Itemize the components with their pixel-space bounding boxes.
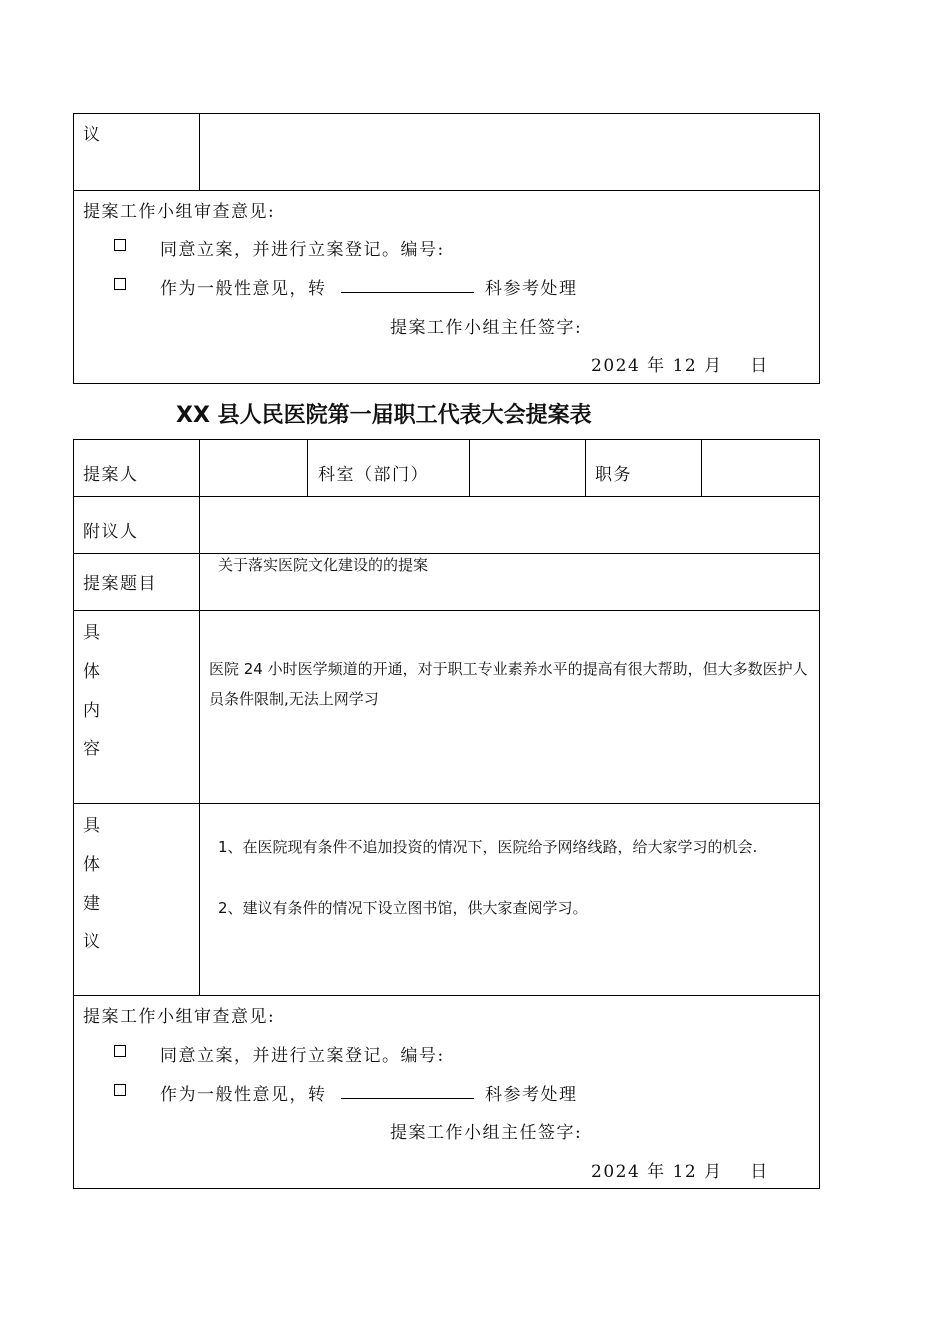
top-general-opinion-label: 作为一般性意见，转 bbox=[160, 279, 327, 299]
general-opinion-label: 作为一般性意见，转 bbox=[160, 1085, 327, 1105]
general-opinion-checkbox[interactable] bbox=[114, 1084, 126, 1096]
column-divider bbox=[585, 439, 586, 497]
department-blank-line bbox=[341, 1098, 474, 1099]
column-divider bbox=[469, 439, 470, 497]
top-date: 2024 年 12 月 日 bbox=[591, 356, 769, 376]
suggestion-label-char: 议 bbox=[83, 932, 100, 952]
cosigner-label: 附议人 bbox=[83, 522, 139, 542]
proposer-label: 提案人 bbox=[83, 465, 139, 485]
top-department-blank-line bbox=[341, 292, 474, 293]
subject-value[interactable]: 关于落实医院文化建设的的提案 bbox=[218, 556, 429, 574]
row-divider bbox=[73, 995, 820, 996]
top-table-row-divider bbox=[73, 190, 820, 191]
proposer-value[interactable] bbox=[210, 460, 300, 482]
suggestion-item-2[interactable]: 2、建议有条件的情况下设立图书馆，供大家查阅学习。 bbox=[218, 899, 588, 917]
top-general-opinion-suffix: 科参考处理 bbox=[485, 279, 578, 299]
top-signature-label: 提案工作小组主任签字: bbox=[390, 318, 583, 338]
signature-label: 提案工作小组主任签字: bbox=[390, 1123, 583, 1143]
subject-label: 提案题目 bbox=[83, 574, 157, 594]
row-divider bbox=[73, 553, 820, 554]
suggestion-label-char: 具 bbox=[83, 816, 100, 836]
suggestion-item-1[interactable]: 1、在医院现有条件不追加投资的情况下，医院给予网络线路，给大家学习的机会. bbox=[218, 838, 758, 856]
top-review-heading: 提案工作小组审查意见: bbox=[83, 202, 276, 222]
content-label-char: 内 bbox=[83, 701, 100, 721]
top-label-char: 议 bbox=[83, 125, 102, 145]
department-value[interactable] bbox=[478, 460, 578, 482]
row-divider bbox=[73, 610, 820, 611]
label-column-divider bbox=[199, 439, 200, 996]
review-date: 2024 年 12 月 日 bbox=[591, 1162, 769, 1182]
suggestion-label-char: 建 bbox=[83, 894, 100, 914]
suggestion-label-char: 体 bbox=[83, 855, 100, 875]
form-title: XX 县人民医院第一届职工代表大会提案表 bbox=[176, 403, 592, 428]
top-approve-checkbox[interactable] bbox=[114, 239, 126, 251]
proposal-form-table bbox=[73, 439, 820, 1189]
general-opinion-suffix: 科参考处理 bbox=[485, 1085, 578, 1105]
top-approve-option-label: 同意立案，并进行立案登记。编号: bbox=[160, 240, 445, 260]
top-general-opinion-checkbox[interactable] bbox=[114, 278, 126, 290]
review-heading: 提案工作小组审查意见: bbox=[83, 1007, 276, 1027]
top-table-column-divider bbox=[199, 113, 200, 191]
position-value[interactable] bbox=[710, 460, 810, 482]
approve-checkbox[interactable] bbox=[114, 1045, 126, 1057]
row-divider bbox=[73, 803, 820, 804]
cosigner-value[interactable] bbox=[210, 517, 810, 539]
approve-option-label: 同意立案，并进行立案登记。编号: bbox=[160, 1046, 445, 1066]
department-label: 科室（部门） bbox=[318, 465, 429, 485]
content-text[interactable]: 医院 24 小时医学频道的开通，对于职工专业素养水平的提高有很大帮助，但大多数医护人员条件限制,无法上网学习 bbox=[209, 660, 808, 708]
content-label-char: 体 bbox=[83, 662, 100, 682]
column-divider bbox=[701, 439, 702, 497]
content-label-char: 具 bbox=[83, 623, 100, 643]
content-label-char: 容 bbox=[83, 739, 100, 759]
column-divider bbox=[307, 439, 308, 497]
position-label: 职务 bbox=[595, 465, 632, 485]
row-divider bbox=[73, 496, 820, 497]
